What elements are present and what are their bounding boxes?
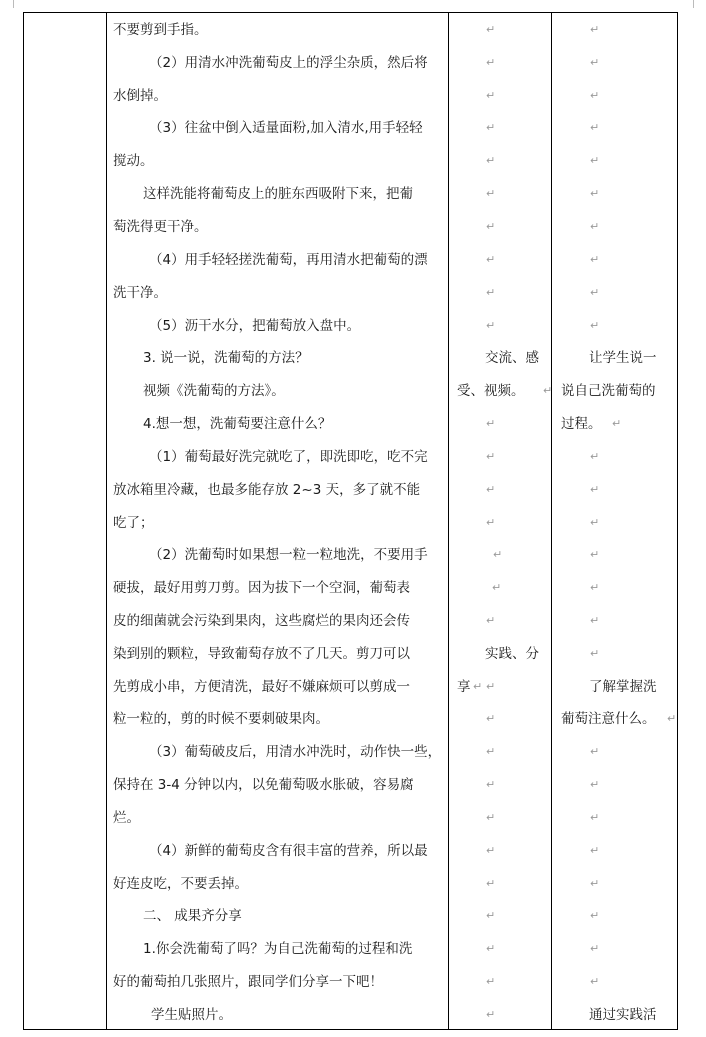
paragraph-mark-icon: ↵ bbox=[486, 712, 496, 725]
paragraph-mark-icon: ↵ bbox=[486, 253, 496, 266]
margin-corner-mark bbox=[693, 0, 694, 8]
table-border-col3 bbox=[551, 12, 552, 1030]
paragraph-mark-icon: ↵ bbox=[492, 581, 502, 594]
content-line bbox=[113, 482, 420, 498]
paragraph-mark-icon: ↵ bbox=[486, 56, 496, 69]
content-line-text: 放冰箱里冷藏，也最多能存放 2~3 天，多了就不能 bbox=[113, 482, 421, 498]
content-line bbox=[143, 908, 242, 924]
content-line-text: （2）洗葡萄时如果想一粒一粒地洗，不要用手 bbox=[149, 547, 428, 563]
content-line bbox=[113, 515, 154, 531]
paragraph-mark-icon: ↵ bbox=[612, 417, 622, 430]
content-line bbox=[143, 186, 413, 202]
content-line bbox=[149, 744, 441, 760]
paragraph-mark-icon: ↵ bbox=[486, 745, 496, 758]
content-line bbox=[113, 153, 154, 169]
paragraph-mark-icon: ↵ bbox=[590, 319, 600, 332]
paragraph-mark-icon: ↵ bbox=[486, 778, 496, 791]
content-line bbox=[143, 941, 412, 957]
paragraph-mark-icon: ↵ bbox=[590, 811, 600, 824]
purpose-line-text: 葡萄注意什么。 bbox=[561, 711, 656, 727]
paragraph-mark-icon: ↵ bbox=[590, 516, 600, 529]
content-line-text: 二、 成果齐分享 bbox=[143, 908, 242, 924]
content-line-text: 不要剪到手指。 bbox=[113, 22, 208, 38]
content-line bbox=[113, 285, 167, 301]
paragraph-mark-icon: ↵ bbox=[486, 220, 496, 233]
purpose-line-text: 通过实践活 bbox=[589, 1007, 657, 1023]
content-line-text: 学生贴照片。 bbox=[151, 1007, 232, 1023]
paragraph-mark-icon: ↵ bbox=[590, 647, 600, 660]
content-line-text: 皮的细菌就会污染到果肉，这些腐烂的果肉还会传 bbox=[113, 613, 410, 629]
content-line-text: 洗干净。 bbox=[113, 285, 167, 301]
paragraph-mark-icon: ↵ bbox=[590, 450, 600, 463]
content-line-text: 硬拔，最好用剪刀剪。因为拔下一个空洞，葡萄表 bbox=[113, 580, 410, 596]
paragraph-mark-icon: ↵ bbox=[590, 89, 600, 102]
paragraph-mark-icon: ↵ bbox=[590, 56, 600, 69]
paragraph-mark-icon: ↵ bbox=[486, 942, 496, 955]
paragraph-mark-icon: ↵ bbox=[473, 680, 483, 693]
paragraph-mark-icon: ↵ bbox=[486, 680, 496, 693]
paragraph-mark-icon: ↵ bbox=[590, 909, 600, 922]
paragraph-mark-icon: ↵ bbox=[486, 516, 496, 529]
content-line bbox=[113, 810, 140, 826]
content-line bbox=[113, 580, 410, 596]
table-border-right bbox=[677, 12, 678, 1030]
content-line bbox=[113, 974, 383, 990]
paragraph-mark-icon: ↵ bbox=[590, 745, 600, 758]
paragraph-mark-icon: ↵ bbox=[590, 187, 600, 200]
content-line bbox=[113, 88, 167, 104]
purpose-line bbox=[589, 679, 657, 695]
activity-line-text: 受、视频。 bbox=[457, 383, 525, 399]
content-line-text: （4）新鲜的葡萄皮含有很丰富的营养，所以最 bbox=[149, 843, 428, 859]
content-line-text: （2）用清水冲洗葡萄皮上的浮尘杂质，然后将 bbox=[149, 55, 428, 71]
paragraph-mark-icon: ↵ bbox=[590, 548, 600, 561]
purpose-line-text: 说自己洗葡萄的 bbox=[561, 383, 656, 399]
purpose-line-text: 过程。 bbox=[561, 416, 602, 432]
content-line bbox=[113, 613, 410, 629]
activity-line-text: 享 bbox=[457, 679, 471, 695]
paragraph-mark-icon: ↵ bbox=[590, 483, 600, 496]
purpose-line bbox=[589, 1007, 657, 1023]
activity-line bbox=[457, 383, 525, 399]
content-line-text: （3）往盆中倒入适量面粉,加入清水,用手轻轻 bbox=[149, 120, 423, 136]
margin-corner-mark bbox=[13, 0, 14, 8]
purpose-line-text: 让学生说一 bbox=[589, 350, 657, 366]
content-line bbox=[149, 120, 423, 136]
paragraph-mark-icon: ↵ bbox=[667, 712, 677, 725]
paragraph-mark-icon: ↵ bbox=[486, 844, 496, 857]
content-line bbox=[113, 646, 410, 662]
content-line bbox=[149, 55, 428, 71]
activity-line-text: 实践、分 bbox=[485, 646, 539, 662]
purpose-line bbox=[561, 383, 656, 399]
paragraph-mark-icon: ↵ bbox=[486, 121, 496, 134]
content-line-text: 4.想一想，洗葡萄要注意什么？ bbox=[143, 416, 332, 432]
content-line bbox=[149, 252, 428, 268]
paragraph-mark-icon: ↵ bbox=[486, 450, 496, 463]
paragraph-mark-icon: ↵ bbox=[590, 253, 600, 266]
paragraph-mark-icon: ↵ bbox=[543, 384, 553, 397]
content-line-text: 染到别的颗粒，导致葡萄存放不了几天。剪刀可以 bbox=[113, 646, 410, 662]
paragraph-mark-icon: ↵ bbox=[486, 811, 496, 824]
paragraph-mark-icon: ↵ bbox=[486, 909, 496, 922]
paragraph-mark-icon: ↵ bbox=[590, 121, 600, 134]
content-line-text: 烂。 bbox=[113, 810, 140, 826]
content-line bbox=[143, 350, 309, 366]
paragraph-mark-icon: ↵ bbox=[486, 975, 496, 988]
content-line-text: （5）沥干水分，把葡萄放入盘中。 bbox=[149, 318, 361, 334]
content-line-text: 先剪成小串，方便清洗，最好不嫌麻烦可以剪成一 bbox=[113, 679, 410, 695]
content-line-text: 粒一粒的，剪的时候不要刺破果肉。 bbox=[113, 711, 329, 727]
paragraph-mark-icon: ↵ bbox=[486, 187, 496, 200]
content-line-text: 吃了； bbox=[113, 515, 154, 531]
content-line bbox=[113, 22, 208, 38]
content-line bbox=[113, 679, 410, 695]
content-line-text: （3）葡萄破皮后，用清水冲洗时，动作快一些， bbox=[149, 744, 442, 760]
content-line-text: （4）用手轻轻搓洗葡萄，再用清水把葡萄的漂 bbox=[149, 252, 428, 268]
content-line bbox=[113, 876, 248, 892]
content-line-text: 好的葡萄拍几张照片，跟同学们分享一下吧！ bbox=[113, 974, 383, 990]
paragraph-mark-icon: ↵ bbox=[493, 548, 503, 561]
content-line bbox=[149, 843, 428, 859]
paragraph-mark-icon: ↵ bbox=[590, 877, 600, 890]
content-line bbox=[143, 416, 331, 432]
content-line-text: 保持在 3-4 分钟以内，以免葡萄吸水胀破，容易腐 bbox=[113, 777, 414, 793]
paragraph-mark-icon: ↵ bbox=[590, 23, 600, 36]
content-line bbox=[149, 318, 360, 334]
activity-line bbox=[485, 646, 539, 662]
paragraph-mark-icon: ↵ bbox=[486, 417, 496, 430]
content-line-text: 萄洗得更干净。 bbox=[113, 219, 208, 235]
paragraph-mark-icon: ↵ bbox=[590, 154, 600, 167]
purpose-line bbox=[589, 350, 657, 366]
paragraph-mark-icon: ↵ bbox=[590, 844, 600, 857]
content-line bbox=[143, 383, 285, 399]
paragraph-mark-icon: ↵ bbox=[486, 1008, 496, 1021]
content-line-text: 1.你会洗葡萄了吗？为自己洗葡萄的过程和洗 bbox=[143, 941, 413, 957]
content-line bbox=[113, 777, 414, 793]
content-line-text: 搅动。 bbox=[113, 153, 154, 169]
content-line-text: （1）葡萄最好洗完就吃了，即洗即吃，吃不完 bbox=[149, 449, 428, 465]
paragraph-mark-icon: ↵ bbox=[486, 319, 496, 332]
table-top-border bbox=[23, 12, 677, 13]
paragraph-mark-icon: ↵ bbox=[590, 286, 600, 299]
paragraph-mark-icon: ↵ bbox=[486, 614, 496, 627]
activity-line bbox=[457, 679, 471, 695]
paragraph-mark-icon: ↵ bbox=[590, 975, 600, 988]
content-line bbox=[113, 711, 329, 727]
purpose-line bbox=[561, 416, 602, 432]
content-line-text: 这样洗能将葡萄皮上的脏东西吸附下来，把葡 bbox=[143, 186, 413, 202]
activity-line bbox=[485, 350, 539, 366]
activity-line-text: 交流、感 bbox=[485, 350, 539, 366]
purpose-line bbox=[561, 711, 656, 727]
content-line bbox=[149, 547, 428, 563]
paragraph-mark-icon: ↵ bbox=[486, 89, 496, 102]
content-line bbox=[149, 449, 428, 465]
content-line-text: 水倒掉。 bbox=[113, 88, 167, 104]
paragraph-mark-icon: ↵ bbox=[486, 877, 496, 890]
content-line-text: 3. 说一说，洗葡萄的方法？ bbox=[143, 350, 309, 366]
table-border-col2 bbox=[448, 12, 449, 1030]
paragraph-mark-icon: ↵ bbox=[590, 942, 600, 955]
paragraph-mark-icon: ↵ bbox=[590, 220, 600, 233]
paragraph-mark-icon: ↵ bbox=[486, 286, 496, 299]
paragraph-mark-icon: ↵ bbox=[590, 581, 600, 594]
content-line-text: 好连皮吃，不要丢掉。 bbox=[113, 876, 248, 892]
paragraph-mark-icon: ↵ bbox=[486, 154, 496, 167]
paragraph-mark-icon: ↵ bbox=[486, 483, 496, 496]
table-bottom-border bbox=[23, 1029, 677, 1030]
table-border-col1 bbox=[106, 12, 107, 1030]
paragraph-mark-icon: ↵ bbox=[590, 778, 600, 791]
content-line bbox=[151, 1007, 232, 1023]
purpose-line-text: 了解掌握洗 bbox=[589, 679, 657, 695]
content-line-text: 视频《洗葡萄的方法》。 bbox=[143, 383, 285, 399]
paragraph-mark-icon: ↵ bbox=[590, 614, 600, 627]
content-line bbox=[113, 219, 208, 235]
paragraph-mark-icon: ↵ bbox=[486, 23, 496, 36]
table-border-left bbox=[23, 12, 24, 1030]
